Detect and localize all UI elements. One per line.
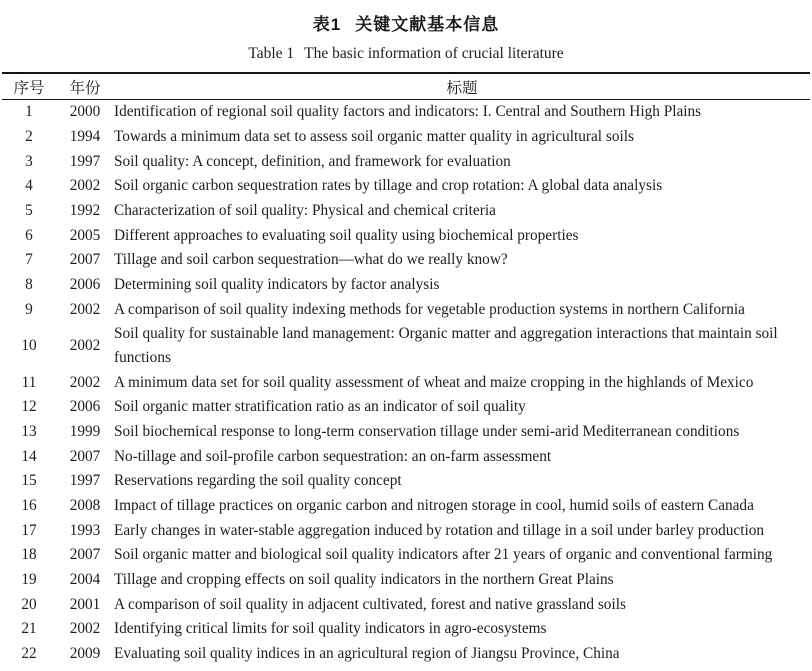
table-row bbox=[2, 273, 810, 298]
row-number-cell: 16 bbox=[21, 496, 37, 514]
table-row bbox=[2, 322, 810, 370]
year-cell: 2000 bbox=[69, 103, 101, 121]
year-cell: 2008 bbox=[69, 496, 101, 514]
row-number-cell: 17 bbox=[21, 521, 37, 539]
row-number-cell: 7 bbox=[25, 251, 33, 269]
table-caption-zh-label: 表1 bbox=[312, 15, 342, 34]
row-number-cell: 14 bbox=[21, 447, 37, 465]
row-number-cell: 1 bbox=[25, 103, 33, 121]
table-caption-zh-text: 关键文献基本信息 bbox=[355, 15, 500, 34]
table-row bbox=[2, 223, 810, 248]
row-number-cell: 13 bbox=[21, 422, 37, 440]
row-number-cell: 12 bbox=[21, 398, 37, 416]
table-row bbox=[2, 494, 810, 519]
table-body bbox=[2, 100, 810, 667]
header-row bbox=[2, 73, 810, 100]
row-number-cell: 10 bbox=[21, 337, 37, 355]
year-cell: 2002 bbox=[69, 177, 101, 195]
title-cell: A comparison of soil quality indexing methods for vegetable production systems in northern California bbox=[114, 300, 745, 318]
title-cell: Identification of regional soil quality factors and indicators: I. Central and Southern High Plains bbox=[114, 103, 702, 121]
table-row bbox=[2, 642, 810, 667]
title-cell: A minimum data set for soil quality assessment of wheat and maize cropping in the highlands of Mexico bbox=[114, 373, 754, 391]
title-cell: Characterization of soil quality: Physical and chemical criteria bbox=[114, 202, 496, 220]
row-number-cell: 6 bbox=[25, 226, 33, 244]
table-row bbox=[2, 370, 810, 395]
title-cell: Early changes in water-stable aggregation induced by rotation and tillage in a soil under barley production bbox=[114, 521, 765, 539]
table-row bbox=[2, 248, 810, 273]
title-cell: Soil quality for sustainable land management: Organic matter and aggregation interactions that maintain soil functions bbox=[114, 325, 778, 367]
year-cell: 2007 bbox=[69, 447, 101, 465]
title-cell: Soil organic matter stratification ratio as an indicator of soil quality bbox=[114, 398, 526, 416]
table-caption-chinese bbox=[0, 0, 812, 35]
row-number-cell: 18 bbox=[21, 546, 37, 564]
title-cell: Towards a minimum data set to assess soil organic matter quality in agricultural soils bbox=[114, 128, 634, 146]
row-number-cell: 22 bbox=[21, 645, 37, 663]
title-cell: No-tillage and soil-profile carbon sequestration: an on-farm assessment bbox=[114, 447, 552, 465]
table-row bbox=[2, 543, 810, 568]
title-cell: Different approaches to evaluating soil quality using biochemical properties bbox=[114, 226, 579, 244]
table-row bbox=[2, 100, 810, 125]
title-cell: Tillage and cropping effects on soil quality indicators in the northern Great Plains bbox=[114, 571, 614, 589]
year-cell: 1997 bbox=[69, 152, 101, 170]
year-cell: 2007 bbox=[69, 251, 101, 269]
year-cell: 2001 bbox=[69, 595, 101, 613]
row-number-cell: 20 bbox=[21, 595, 37, 613]
table-row bbox=[2, 420, 810, 445]
year-cell: 1994 bbox=[69, 128, 101, 146]
table-caption-english bbox=[0, 45, 812, 63]
table-row bbox=[2, 617, 810, 642]
year-cell: 2002 bbox=[69, 300, 101, 318]
title-cell: Tillage and soil carbon sequestration—what do we really know? bbox=[114, 251, 508, 269]
row-number-cell: 11 bbox=[21, 373, 37, 391]
table-caption-en-label: Table 1 bbox=[248, 45, 295, 62]
year-cell: 2002 bbox=[69, 337, 101, 355]
table-header bbox=[2, 73, 810, 100]
year-cell: 2002 bbox=[69, 373, 101, 391]
table-row bbox=[2, 125, 810, 150]
year-cell: 1997 bbox=[69, 472, 101, 490]
title-cell: Reservations regarding the soil quality concept bbox=[114, 472, 402, 490]
year-cell: 2006 bbox=[69, 276, 101, 294]
column-header-year: 年份 bbox=[56, 73, 114, 100]
table-row bbox=[2, 518, 810, 543]
row-number-cell: 21 bbox=[21, 620, 37, 638]
year-cell: 2005 bbox=[69, 226, 101, 244]
year-cell: 2002 bbox=[69, 620, 101, 638]
table-row bbox=[2, 469, 810, 494]
title-cell: Soil organic carbon sequestration rates by tillage and crop rotation: A global data analysis bbox=[114, 177, 663, 195]
table-row bbox=[2, 174, 810, 199]
table-row bbox=[2, 592, 810, 617]
table-row bbox=[2, 199, 810, 224]
column-header-title: 标题 bbox=[114, 73, 810, 100]
row-number-cell: 4 bbox=[25, 177, 33, 195]
title-cell: Determining soil quality indicators by factor analysis bbox=[114, 276, 440, 294]
literature-table bbox=[2, 72, 810, 666]
column-header-number: 序号 bbox=[2, 73, 56, 100]
year-cell: 2006 bbox=[69, 398, 101, 416]
table-row bbox=[2, 568, 810, 593]
year-cell: 1993 bbox=[69, 521, 101, 539]
row-number-cell: 3 bbox=[25, 152, 33, 170]
title-cell: Evaluating soil quality indices in an agricultural region of Jiangsu Province, China bbox=[114, 645, 620, 663]
row-number-cell: 5 bbox=[25, 202, 33, 220]
row-number-cell: 2 bbox=[25, 128, 33, 146]
year-cell: 2004 bbox=[69, 571, 101, 589]
table-row bbox=[2, 395, 810, 420]
table-row bbox=[2, 444, 810, 469]
title-cell: Soil quality: A concept, definition, and framework for evaluation bbox=[114, 152, 511, 170]
title-cell: Soil organic matter and biological soil quality indicators after 21 years of organic and conventional farming bbox=[114, 546, 773, 564]
year-cell: 2009 bbox=[69, 645, 101, 663]
row-number-cell: 9 bbox=[25, 300, 33, 318]
table-row bbox=[2, 298, 810, 323]
row-number-cell: 8 bbox=[25, 276, 33, 294]
row-number-cell: 15 bbox=[21, 472, 37, 490]
row-number-cell: 19 bbox=[21, 571, 37, 589]
table-row bbox=[2, 149, 810, 174]
year-cell: 1992 bbox=[69, 202, 101, 220]
title-cell: Impact of tillage practices on organic carbon and nitrogen storage in cool, humid soils of eastern Canada bbox=[114, 496, 754, 514]
title-cell: A comparison of soil quality in adjacent cultivated, forest and native grassland soils bbox=[114, 595, 626, 613]
year-cell: 1999 bbox=[69, 422, 101, 440]
title-cell: Identifying critical limits for soil quality indicators in agro-ecosystems bbox=[114, 620, 547, 638]
table-caption-en-text: The basic information of crucial literature bbox=[304, 45, 564, 62]
title-cell: Soil biochemical response to long-term conservation tillage under semi-arid Mediterranean conditions bbox=[114, 422, 740, 440]
year-cell: 2007 bbox=[69, 546, 101, 564]
